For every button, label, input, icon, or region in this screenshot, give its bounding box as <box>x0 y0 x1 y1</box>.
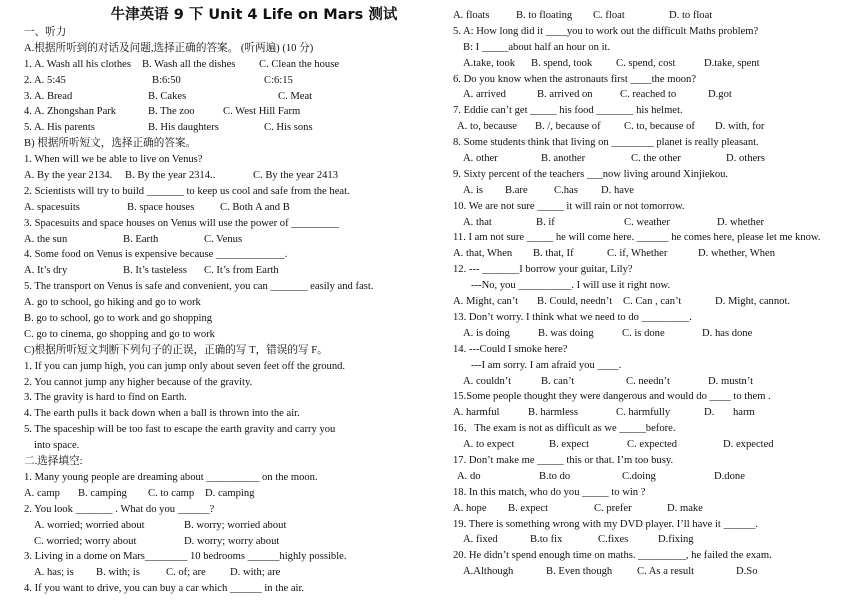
answer-option: C. weather <box>624 216 670 228</box>
text-line: B. go to school, go to work and go shopping <box>24 313 213 325</box>
answer-option: B. with; is <box>96 567 140 579</box>
text-line: 4. Some food on Venus is expensive because _____________. <box>24 249 288 261</box>
answer-option: D.fixing <box>658 534 694 546</box>
text-line: 13. Don’t worry. I think what we need to do _________. <box>453 311 692 323</box>
text-line <box>453 326 848 342</box>
answer-option: B:6:50 <box>152 74 181 86</box>
text-line: B) 根据所听短文，选择正确的答案。 <box>24 138 197 150</box>
answer-option: A. fixed <box>463 534 498 546</box>
text-line <box>453 151 848 167</box>
answer-option: A. By the year 2134. <box>24 170 113 182</box>
answer-option: B. His daughters <box>148 122 219 134</box>
answer-option: D. mustn’t <box>708 375 754 387</box>
text-line: A. go to school, go hiking and go to work <box>24 297 201 309</box>
answer-option: B. camping <box>78 487 127 499</box>
answer-option: D. make <box>667 502 703 514</box>
answer-option: C. of; are <box>166 567 206 579</box>
answer-option: 2. A. 5:45 <box>24 74 66 86</box>
answer-option: D. <box>704 407 715 419</box>
text-line: A.根据所听到的对话及问题,选择正确的答案。 (听两遍) (10 分) <box>24 42 314 54</box>
answer-option: A. has; is <box>34 567 74 579</box>
text-line: 3. Spacesuits and space houses on Venus will use the power of _________ <box>24 217 339 229</box>
answer-option: C. float <box>593 10 625 21</box>
text-line: B: I _____about half an hour on it. <box>463 41 611 53</box>
text-line: 14. ---Could I smoke here? <box>453 343 568 355</box>
answer-option: B. arrived on <box>537 89 593 101</box>
text-line <box>453 405 848 421</box>
text-line: 二.选择填空: <box>24 456 83 468</box>
left-column <box>24 0 424 597</box>
answer-option: D. has done <box>702 327 753 339</box>
text-line: 18. In this match, who do you _____ to win ? <box>453 486 646 498</box>
text-line <box>24 486 424 502</box>
right-column <box>453 0 848 580</box>
text-line <box>453 215 848 231</box>
text-line: 4. The earth pulls it back down when a ball is thrown into the air. <box>24 408 300 420</box>
answer-option: B. space houses <box>127 201 195 213</box>
answer-option: D. Might, cannot. <box>715 296 791 308</box>
answer-option: A.Although <box>463 566 514 578</box>
text-line <box>24 263 424 279</box>
answer-option: B. can’t <box>541 375 575 387</box>
answer-option: D. camping <box>205 487 255 499</box>
text-line <box>453 119 848 135</box>
answer-option: harm <box>733 407 755 419</box>
answer-option: A. to expect <box>463 439 515 451</box>
text-line: 一、听力 <box>24 27 67 38</box>
text-line: 3. The gravity is hard to find on Earth. <box>24 392 187 404</box>
answer-option: B. spend, took <box>531 57 593 69</box>
answer-option: C.has <box>554 184 578 196</box>
text-line: 6. Do you know when the astronauts first ____the moon? <box>453 73 697 85</box>
answer-option: A. spacesuits <box>24 201 80 213</box>
answer-option: D.got <box>708 89 732 101</box>
text-line: 5. The transport on Venus is safe and convenient, you can _______ easily and fast. <box>24 281 374 293</box>
text-line <box>24 565 424 581</box>
text-line: 5. A: How long did it ____you to work out the difficult Maths problem? <box>453 25 759 37</box>
answer-option: B. Even though <box>546 566 613 578</box>
text-line <box>453 87 848 103</box>
text-line <box>453 183 848 199</box>
answer-option: C. His sons <box>264 122 313 134</box>
left-lines <box>24 25 424 597</box>
answer-option: A. is doing <box>463 327 510 339</box>
text-line <box>453 564 848 580</box>
answer-option: B. if <box>536 216 555 228</box>
answer-option: C. to, because of <box>624 121 695 133</box>
answer-option: B. expect <box>508 502 549 514</box>
text-line: 1. When will we be able to live on Venus? <box>24 154 203 166</box>
answer-option: D.done <box>714 470 745 482</box>
answer-option: A. hope <box>453 502 487 514</box>
answer-option: C. needn’t <box>626 375 670 387</box>
answer-option: D. with, for <box>715 121 765 133</box>
text-line <box>24 168 424 184</box>
answer-option: B. expect <box>549 439 590 451</box>
answer-option: D. with; are <box>230 567 281 579</box>
answer-option: D.So <box>736 566 758 578</box>
text-line: 1. If you can jump high, you can jump only about seven feet off the ground. <box>24 360 346 372</box>
text-line <box>24 120 424 136</box>
answer-option: A.take, took <box>463 57 516 69</box>
answer-option: C. Both A and B <box>220 201 290 213</box>
text-line <box>24 200 424 216</box>
text-line: 15.Some people thought they were dangerous and would do ____ to them . <box>453 391 771 403</box>
answer-option: C.fixes <box>598 534 629 546</box>
answer-option: D. to float <box>669 10 713 21</box>
answer-option: A. Might, can’t <box>453 296 519 308</box>
text-line <box>24 73 424 89</box>
answer-option: A. worried; worried about <box>34 519 145 531</box>
answer-option: C. is done <box>622 327 665 339</box>
answer-option: 3. A. Bread <box>24 90 73 102</box>
answer-option: A. It’s dry <box>24 265 68 277</box>
text-line: 8. Some students think that living on ________ planet is really pleasant. <box>453 137 759 149</box>
answer-option: C. prefer <box>594 502 632 514</box>
answer-option: D. have <box>601 184 634 196</box>
answer-option: D. worry; worry about <box>184 535 280 547</box>
text-line: 3. Living in a dome on Mars________ 10 bedrooms ______highly possible. <box>24 551 347 563</box>
answer-option: D. others <box>726 153 765 165</box>
answer-option: C. the other <box>631 153 681 165</box>
text-line: ---No, you __________. I will use it right now. <box>471 280 671 292</box>
right-lines <box>453 8 848 580</box>
text-line: 16．The exam is not as difficult as we _____before. <box>453 423 676 435</box>
answer-option: C. expected <box>627 439 678 451</box>
answer-option: A. that, When <box>453 248 513 260</box>
answer-option: A. is <box>463 184 484 196</box>
answer-option: A. other <box>463 153 498 165</box>
answer-option: C. spend, cost <box>616 57 676 69</box>
answer-option: B.to do <box>539 470 571 482</box>
answer-option: A. floats <box>453 10 490 21</box>
answer-option: C. reached to <box>620 89 677 101</box>
text-line <box>24 57 424 73</box>
answer-option: D.take, spent <box>704 57 760 69</box>
answer-option: B. worry; worried about <box>184 519 287 531</box>
page-title: 牛津英语 9 下 Unit 4 Life on Mars 测试 <box>110 7 398 23</box>
answer-option: C. By the year 2413 <box>253 170 339 182</box>
text-line <box>453 56 848 72</box>
answer-option: C. It’s from Earth <box>204 265 279 277</box>
answer-option: B.are <box>505 184 528 196</box>
answer-option: A. couldn’t <box>463 375 512 387</box>
answer-option: C. Can , can’t <box>623 296 682 308</box>
answer-option: 1. A. Wash all his clothes <box>24 58 131 70</box>
answer-option: D. whether, When <box>698 248 776 260</box>
text-line <box>453 437 848 453</box>
answer-option: B. that, If <box>533 248 574 260</box>
text-line: 17. Don’t make me _____ this or that. I’m too busy. <box>453 454 674 466</box>
text-line <box>453 246 848 262</box>
text-line <box>453 532 848 548</box>
answer-option: B. Cakes <box>148 90 187 102</box>
answer-option: C. if, Whether <box>607 248 668 260</box>
answer-option: A. harmful <box>453 407 500 419</box>
text-line <box>24 104 424 120</box>
answer-option: B. /, because of <box>535 121 601 133</box>
answer-option: C.doing <box>622 470 656 482</box>
text-line: C. go to cinema, go shopping and go to work <box>24 328 215 340</box>
text-line: 2. You cannot jump any higher because of the gravity. <box>24 376 253 388</box>
text-line <box>453 469 848 485</box>
answer-option: 5. A. His parents <box>24 122 95 134</box>
answer-option: A. the sun <box>24 233 68 245</box>
answer-option: B. harmless <box>528 407 579 419</box>
answer-option: A. camp <box>24 487 60 499</box>
text-line: 10. We are not sure _____ it will rain or not tomorrow. <box>453 200 685 212</box>
text-line: 20. He didn’t spend enough time on maths. _________, he failed the exam. <box>453 550 772 562</box>
answer-option: C. Meat <box>278 90 313 102</box>
text-line: into space. <box>34 440 80 452</box>
answer-option: B. to floating <box>516 10 573 21</box>
text-line: ---I am sorry. I am afraid you ____. <box>471 359 622 371</box>
answer-option: B. Wash all the dishes <box>142 58 236 70</box>
text-line: 19. There is something wrong with my DVD player. I’ll have it ______. <box>453 518 758 530</box>
text-line <box>453 501 848 517</box>
answer-option: B. By the year 2314.. <box>125 170 216 182</box>
answer-option: C:6:15 <box>264 74 293 86</box>
answer-option: B. Earth <box>123 233 159 245</box>
text-line: C)根据所听短文判断下列句子的正误，正确的写 T，错误的写 F。 <box>24 344 328 356</box>
answer-option: B. The zoo <box>148 106 195 118</box>
text-line: 12. --- _______I borrow your guitar, Lily? <box>453 264 633 276</box>
text-line <box>24 232 424 248</box>
answer-option: C. Venus <box>204 233 243 245</box>
text-line: 5. The spaceship will be too fast to escape the earth gravity and carry you <box>24 424 336 436</box>
answer-option: B.to fix <box>530 534 563 546</box>
text-line <box>453 374 848 390</box>
answer-option: C. harmfully <box>616 407 671 419</box>
answer-option: A. do <box>457 470 481 482</box>
answer-option: D. whether <box>717 216 765 228</box>
text-line: 4. If you want to drive, you can buy a car which ______ in the air. <box>24 583 305 595</box>
text-line: 7. Eddie can’t get _____ his food _______ his helmet. <box>453 105 683 117</box>
answer-option: 4. A. Zhongshan Park <box>24 106 117 118</box>
text-line <box>453 8 848 24</box>
answer-option: D. expected <box>723 439 774 451</box>
answer-option: C. As a result <box>637 566 695 578</box>
answer-option: C. West Hill Farm <box>223 106 301 118</box>
answer-option: B. was doing <box>538 327 594 339</box>
answer-option: B. Could, needn’t <box>537 296 613 308</box>
answer-option: C. Clean the house <box>259 58 340 70</box>
text-line: 9. Sixty percent of the teachers ___now living around Xinjiekou. <box>453 168 729 180</box>
answer-option: A. to, because <box>457 121 518 133</box>
answer-option: B. another <box>541 153 586 165</box>
text-line <box>24 534 424 550</box>
text-line <box>453 294 848 310</box>
answer-option: A. that <box>463 216 492 228</box>
answer-option: B. It’s tasteless <box>123 265 187 277</box>
answer-option: C. to camp <box>148 487 195 499</box>
text-line: 2. You look _______ . What do you ______? <box>24 503 215 515</box>
answer-option: C. worried; worry about <box>34 535 137 547</box>
answer-option: A. arrived <box>463 89 506 101</box>
text-line: 11. I am not sure _____ he will come here. ______ he comes here, please let me know. <box>453 232 821 244</box>
text-line: 1. Many young people are dreaming about __________ on the moon. <box>24 471 318 483</box>
text-line <box>24 89 424 105</box>
text-line: 2. Scientists will try to build _______ to keep us cool and safe from the heat. <box>24 185 350 197</box>
text-line <box>24 518 424 534</box>
